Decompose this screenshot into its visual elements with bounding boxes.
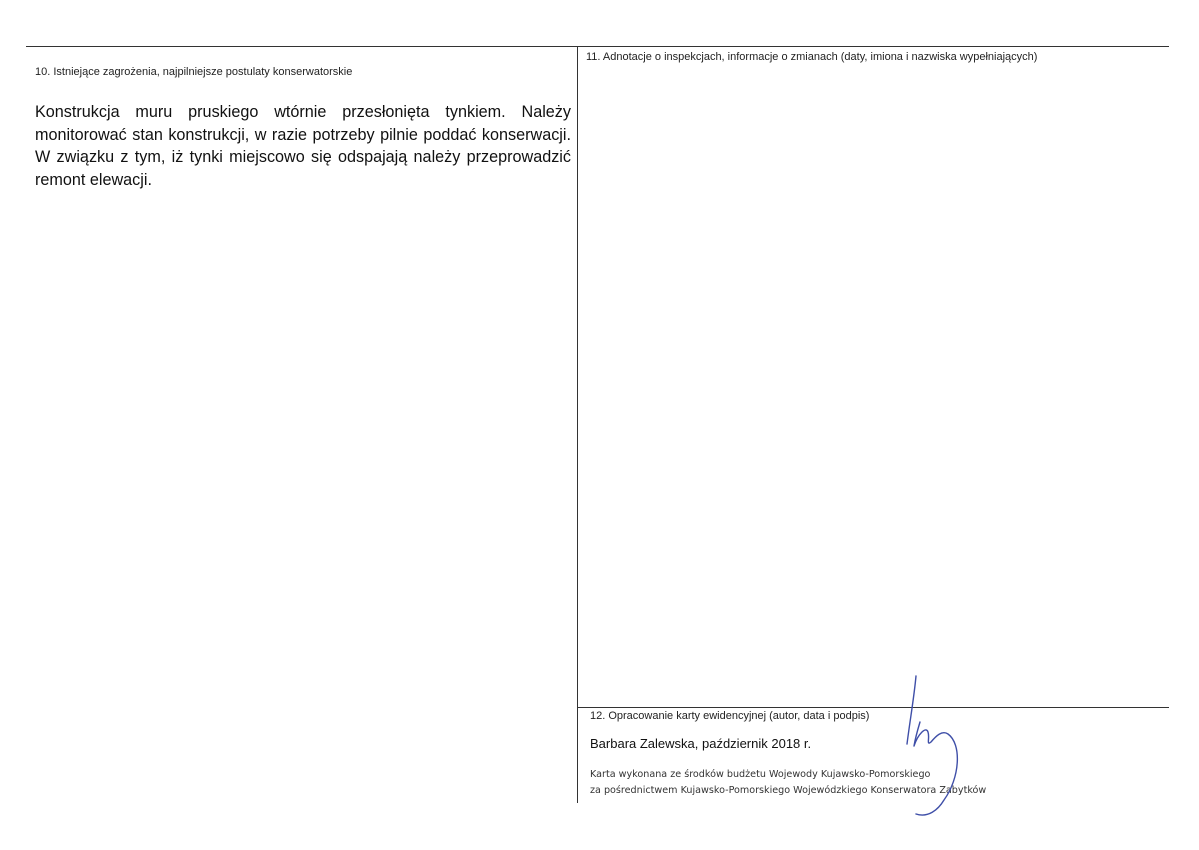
funding-note-line-1: Karta wykonana ze środków budżetu Wojewody Kujawsko-Pomorskiego bbox=[590, 769, 931, 780]
section-12-top-line bbox=[578, 707, 1169, 708]
author-and-date: Barbara Zalewska, październik 2018 r. bbox=[590, 736, 812, 751]
section-11-heading: 11. Adnotacje o inspekcjach, informacje o zmianach (daty, imiona i nazwiska wypełniających) bbox=[586, 51, 1038, 63]
handwritten-signature bbox=[890, 668, 980, 828]
funding-note-line-2: za pośrednictwem Kujawsko-Pomorskiego Wojewódzkiego Konserwatora Zabytków bbox=[590, 785, 987, 796]
column-divider bbox=[577, 46, 578, 803]
top-border-line bbox=[26, 46, 1169, 47]
section-10-heading: 10. Istniejące zagrożenia, najpilniejsze postulaty konserwatorskie bbox=[35, 66, 353, 78]
section-12-heading: 12. Opracowanie karty ewidencyjnej (autor, data i podpis) bbox=[590, 710, 870, 722]
section-10-body-text: Konstrukcja muru pruskiego wtórnie przesłonięta tynkiem. Należy monitorować stan konstrukcji, w razie potrzeby pilnie poddać konserwacji. W związku z tym, iż tynki miejscowo się odspajają należy przeprowadzić remont elewacji. bbox=[35, 103, 571, 190]
